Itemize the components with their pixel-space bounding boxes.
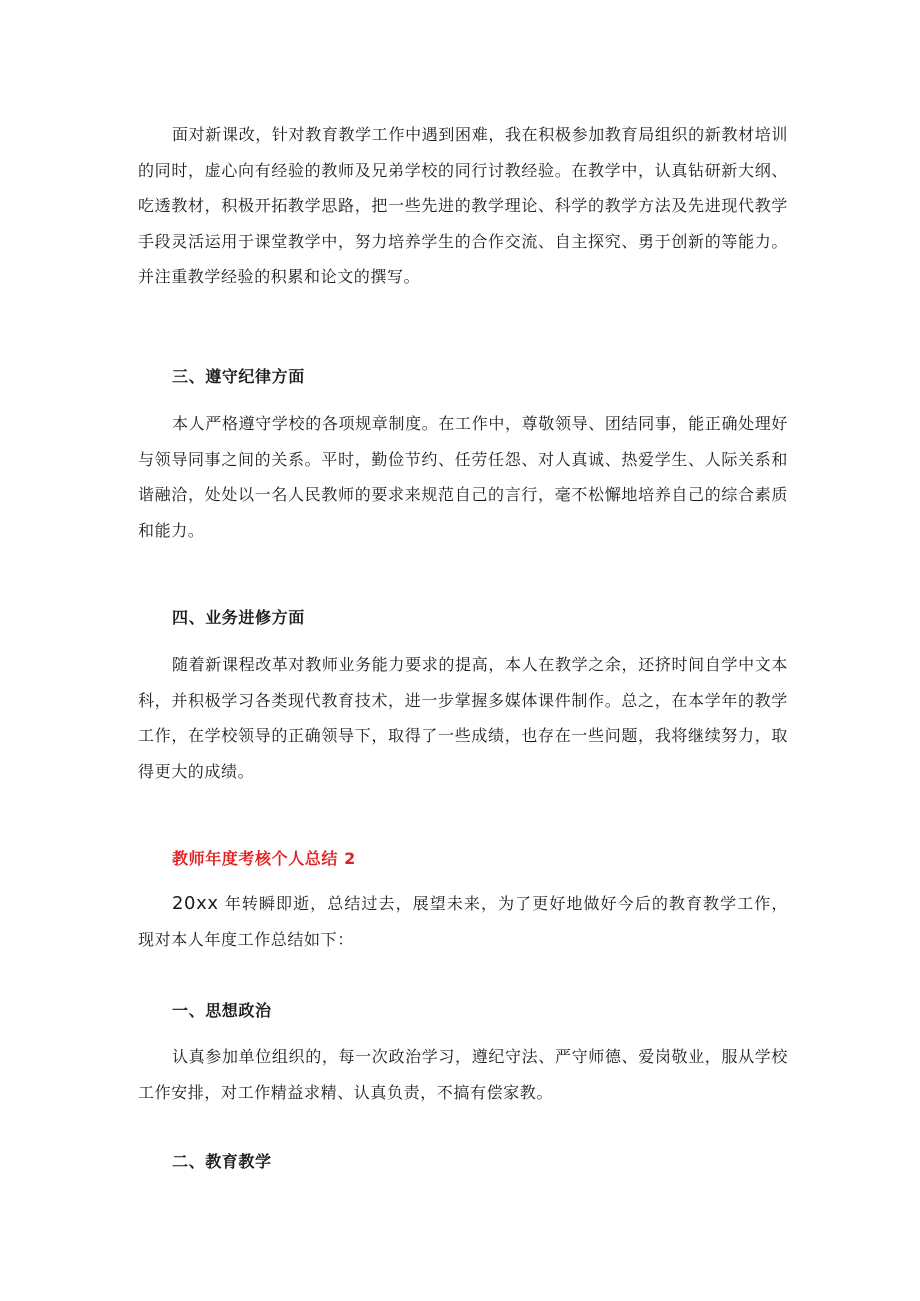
paragraph-summary-intro: [138, 886, 788, 957]
paragraph-discipline: 本人严格遵守学校的各项规章制度。在工作中，尊敬领导、团结同事，能正确处理好与领导同事之间的关系。平时，勤俭节约、任劳任怨、对人真诚、热爱学生、人际关系和谐融洽，处处以一名人民教师的要求来规范自己的言行，毫不松懈地培养自己的综合素质和能力。: [138, 414, 788, 540]
paragraph-teaching-reform: 面对新课改，针对教育教学工作中遇到困难，我在积极参加教育局组织的新教材培训的同时，虚心向有经验的教师及兄弟学校的同行讨教经验。在教学中，认真钻研新大纲、吃透教材，积极开拓教学思路，把一些先进的教学理论、科学的教学方法及先进现代教学手段灵活运用于课堂教学中，努力培养学生的合作交流、自主探究、勇于创新的等能力。并注重教学经验的积累和论文的撰写。: [138, 125, 788, 287]
paragraph-ideology-politics: 认真参加单位组织的，每一次政治学习，遵纪守法、严守师德、爱岗敬业，服从学校工作安排，对工作精益求精、认真负责，不搞有偿家教。: [138, 1047, 788, 1102]
section-title-summary-2: 教师年度考核个人总结 2: [172, 849, 356, 868]
paragraph-professional-development: 随着新课程改革对教师业务能力要求的提高，本人在教学之余，还挤时间自学中文本科，并积极学习各类现代教育技术，进一步掌握多媒体课件制作。总之，在本学年的教学工作，在学校领导的正确领导下，取得了一些成绩，也存在一些问题，我将继续努力，取得更大的成绩。: [138, 655, 788, 781]
heading-education-teaching: 二、教育教学: [172, 1152, 272, 1171]
summary-intro-text: 年转瞬即逝，总结过去，展望未来，为了更好地做好今后的教育教学工作，现对本人年度工作总结如下：: [138, 894, 788, 949]
year-text: 20xx: [172, 893, 219, 914]
heading-professional-development: 四、业务进修方面: [172, 608, 305, 627]
heading-discipline: 三、遵守纪律方面: [172, 367, 305, 386]
heading-ideology-politics: 一、思想政治: [172, 1001, 272, 1020]
